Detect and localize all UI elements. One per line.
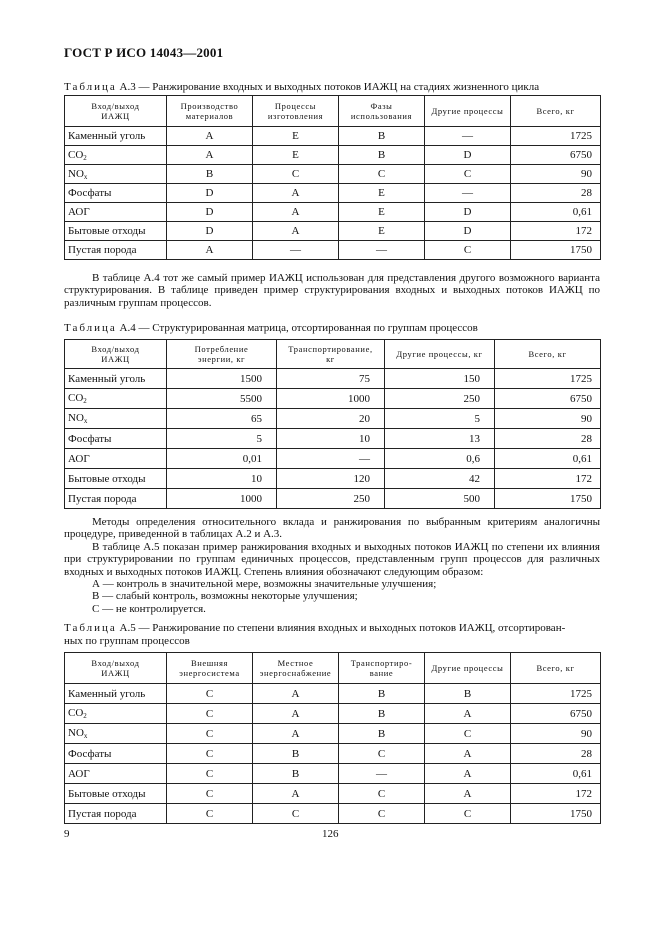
table-cell: 6750 bbox=[495, 389, 601, 409]
table-cell: D bbox=[425, 146, 511, 165]
table-cell: C bbox=[425, 724, 511, 744]
column-header bbox=[253, 653, 339, 684]
caption-label: Таблица bbox=[64, 322, 117, 334]
row-label bbox=[65, 146, 167, 165]
row-label bbox=[65, 804, 167, 824]
table-cell: C bbox=[339, 744, 425, 764]
column-header bbox=[339, 653, 425, 684]
row-label-text: CO bbox=[68, 707, 84, 719]
table-cell: E bbox=[253, 127, 339, 146]
column-header-text: ИАЖЦ bbox=[101, 111, 130, 121]
column-header-text: Местное bbox=[277, 658, 314, 668]
table-row bbox=[65, 469, 601, 489]
row-label-text: Фосфаты bbox=[68, 747, 112, 760]
caption-text: А.4 — Структурированная матрица, отсортированная по группам процессов bbox=[119, 322, 478, 334]
table-cell: 10 bbox=[277, 429, 385, 449]
table-cell: 500 bbox=[385, 489, 495, 509]
table-cell: 1000 bbox=[167, 489, 277, 509]
column-header-text: Производство bbox=[180, 101, 239, 111]
table-row bbox=[65, 744, 601, 764]
row-label bbox=[65, 724, 167, 744]
table-cell: A bbox=[425, 784, 511, 804]
row-label-text: Пустая порода bbox=[68, 492, 137, 505]
table-cell: A bbox=[425, 764, 511, 784]
column-header-text: Транспортиро- bbox=[350, 658, 413, 668]
list-item: В — слабый контроль, возможны некоторые улучшения; bbox=[92, 590, 358, 603]
table-cell: 5500 bbox=[167, 389, 277, 409]
table-cell: B bbox=[339, 127, 425, 146]
table-cell: 172 bbox=[511, 222, 601, 241]
table-a5-caption bbox=[64, 622, 600, 648]
table-a3-caption bbox=[64, 81, 539, 94]
table-cell: 0,01 bbox=[167, 449, 277, 469]
column-header bbox=[167, 96, 253, 127]
table-cell: 0,6 bbox=[385, 449, 495, 469]
table-cell: 250 bbox=[277, 489, 385, 509]
row-label-text: Каменный уголь bbox=[68, 130, 146, 142]
table-cell: B bbox=[339, 704, 425, 724]
table-cell: — bbox=[339, 764, 425, 784]
column-header-text: Вход/выход bbox=[91, 658, 140, 668]
paragraph-methods bbox=[64, 516, 600, 615]
subscript: 2 bbox=[83, 397, 87, 405]
table-cell: 65 bbox=[167, 409, 277, 429]
table-cell: B bbox=[339, 146, 425, 165]
subscript: 2 bbox=[83, 712, 87, 720]
table-cell: 6750 bbox=[511, 146, 601, 165]
row-label bbox=[65, 704, 167, 724]
table-a5 bbox=[64, 652, 601, 824]
table-cell: — bbox=[253, 241, 339, 260]
table-row bbox=[65, 369, 601, 389]
table-cell: C bbox=[425, 165, 511, 184]
table-cell: 120 bbox=[277, 469, 385, 489]
table-cell: 42 bbox=[385, 469, 495, 489]
list-item: А — контроль в значительной мере, возможны значительные улучшения; bbox=[92, 578, 437, 591]
page-number-center: 126 bbox=[322, 828, 339, 840]
table-cell: C bbox=[167, 684, 253, 704]
table-cell: 1725 bbox=[495, 369, 601, 389]
column-header-text: Всего, кг bbox=[536, 663, 575, 673]
row-label-text: Пустая порода bbox=[68, 244, 137, 256]
column-header-text: энергии, кг bbox=[197, 354, 246, 364]
table-row bbox=[65, 389, 601, 409]
row-label-text: АОГ bbox=[68, 206, 90, 218]
column-header-text: Процессы bbox=[274, 101, 317, 111]
table-row bbox=[65, 409, 601, 429]
row-label-text: Фосфаты bbox=[68, 432, 112, 445]
table-row bbox=[65, 222, 601, 241]
table-row bbox=[65, 203, 601, 222]
row-label-text: NO bbox=[68, 167, 84, 180]
table-cell: A bbox=[253, 784, 339, 804]
paragraph-a4-intro bbox=[64, 272, 600, 309]
table-row bbox=[65, 146, 601, 165]
table-cell: C bbox=[167, 784, 253, 804]
table-cell: — bbox=[425, 184, 511, 203]
caption-text: А.3 — Ранжирование входных и выходных потоков ИАЖЦ на стадиях жизненного цикла bbox=[119, 81, 540, 93]
table-cell: C bbox=[339, 784, 425, 804]
column-header-text: вание bbox=[369, 668, 394, 678]
caption-label: Таблица bbox=[64, 622, 117, 634]
table-cell: 172 bbox=[495, 469, 601, 489]
table-header-row bbox=[65, 96, 601, 127]
paragraph-text: В таблице А.5 показан пример ранжирования входных и выходных потоков ИАЖЦ по степени их влияния при структурировании по группам единичных процессов, представленным групп процессов для различных входных и выходных потоков ИАЖЦ. Степень влияния обозначают следующим образом: bbox=[64, 540, 600, 578]
table-a4-caption bbox=[64, 322, 478, 335]
table-row bbox=[65, 704, 601, 724]
table-cell: 1750 bbox=[511, 804, 601, 824]
column-header-text: Фазы bbox=[370, 101, 393, 111]
table-cell: 90 bbox=[495, 409, 601, 429]
table-cell: C bbox=[167, 724, 253, 744]
table-row bbox=[65, 449, 601, 469]
row-label bbox=[65, 684, 167, 704]
column-header bbox=[65, 653, 167, 684]
caption-label: Таблица bbox=[64, 81, 117, 93]
table-cell: A bbox=[167, 127, 253, 146]
subscript: 2 bbox=[83, 153, 87, 162]
table-row bbox=[65, 724, 601, 744]
table-cell: 28 bbox=[511, 184, 601, 203]
table-cell: D bbox=[425, 203, 511, 222]
table-cell: 1000 bbox=[277, 389, 385, 409]
row-label bbox=[65, 222, 167, 241]
table-cell: 1750 bbox=[495, 489, 601, 509]
table-a4 bbox=[64, 339, 601, 509]
column-header-text: Всего, кг bbox=[536, 106, 575, 116]
table-cell: A bbox=[253, 684, 339, 704]
table-cell: 75 bbox=[277, 369, 385, 389]
row-label bbox=[65, 369, 167, 389]
table-cell: 20 bbox=[277, 409, 385, 429]
column-header bbox=[385, 340, 495, 369]
paragraph-text: В таблице А.4 тот же самый пример ИАЖЦ использован для представления другого возможного варианта структурирования. В таблице приведен пример структурирования входных и выходных потоков ИАЖЦ по различным группам процессов. bbox=[64, 272, 600, 309]
table-row bbox=[65, 241, 601, 260]
table-row bbox=[65, 804, 601, 824]
table-cell: B bbox=[425, 684, 511, 704]
row-label bbox=[65, 449, 167, 469]
row-label bbox=[65, 764, 167, 784]
table-row bbox=[65, 489, 601, 509]
page-number-left: 9 bbox=[64, 828, 70, 840]
table-cell: A bbox=[253, 203, 339, 222]
document-title: ГОСТ Р ИСО 14043—2001 bbox=[64, 45, 224, 60]
column-header bbox=[65, 96, 167, 127]
table-cell: E bbox=[339, 203, 425, 222]
column-header-text: энергоснабжение bbox=[259, 668, 332, 678]
column-header-text: Транспортирование, bbox=[288, 344, 373, 354]
table-cell: 6750 bbox=[511, 704, 601, 724]
table-cell: A bbox=[425, 744, 511, 764]
row-label-text: Каменный уголь bbox=[68, 687, 146, 700]
row-label bbox=[65, 184, 167, 203]
table-cell: C bbox=[425, 804, 511, 824]
table-cell: 250 bbox=[385, 389, 495, 409]
column-header bbox=[511, 96, 601, 127]
row-label-text: NO bbox=[68, 727, 84, 739]
row-label bbox=[65, 409, 167, 429]
table-header-row bbox=[65, 340, 601, 369]
subscript: x bbox=[83, 417, 88, 425]
paragraph-text: Методы определения относительного вклада и ранжирования по выбранным критериям аналогичны процедуре, приведенной в таблицах А.2 и А.3. bbox=[64, 516, 600, 541]
table-cell: E bbox=[253, 146, 339, 165]
table-cell: C bbox=[167, 704, 253, 724]
table-cell: C bbox=[167, 764, 253, 784]
row-label bbox=[65, 203, 167, 222]
column-header-text: энергосистема bbox=[179, 668, 240, 678]
column-header bbox=[65, 340, 167, 369]
table-cell: B bbox=[167, 165, 253, 184]
table-cell: 90 bbox=[511, 165, 601, 184]
row-label-text: АОГ bbox=[68, 452, 90, 465]
table-cell: D bbox=[167, 184, 253, 203]
table-cell: A bbox=[425, 704, 511, 724]
table-row bbox=[65, 764, 601, 784]
table-cell: B bbox=[339, 724, 425, 744]
row-label-text: АОГ bbox=[68, 767, 90, 780]
caption-text: А.5 — Ранжирование по степени влияния входных и выходных потоков ИАЖЦ, отсортирован- bbox=[119, 622, 566, 634]
table-cell: D bbox=[425, 222, 511, 241]
table-cell: 150 bbox=[385, 369, 495, 389]
row-label bbox=[65, 165, 167, 184]
table-cell: C bbox=[167, 804, 253, 824]
row-label-text: Бытовые отходы bbox=[68, 472, 146, 485]
table-cell: D bbox=[167, 222, 253, 241]
table-cell: B bbox=[253, 764, 339, 784]
row-label bbox=[65, 241, 167, 260]
table-header-row bbox=[65, 653, 601, 684]
table-cell: 10 bbox=[167, 469, 277, 489]
table-cell: 1725 bbox=[511, 684, 601, 704]
table-cell: 5 bbox=[167, 429, 277, 449]
column-header bbox=[495, 340, 601, 369]
column-header-text: Потребление bbox=[194, 344, 249, 354]
subscript: x bbox=[83, 732, 88, 740]
column-header-text: Другие процессы bbox=[431, 106, 504, 116]
table-cell: A bbox=[253, 704, 339, 724]
table-cell: A bbox=[253, 222, 339, 241]
table-cell: — bbox=[339, 241, 425, 260]
column-header-text: Другие процессы, кг bbox=[396, 349, 483, 359]
table-cell: B bbox=[339, 684, 425, 704]
column-header bbox=[425, 653, 511, 684]
column-header bbox=[253, 96, 339, 127]
table-cell: C bbox=[425, 241, 511, 260]
row-label bbox=[65, 429, 167, 449]
row-label bbox=[65, 784, 167, 804]
row-label-text: Бытовые отходы bbox=[68, 225, 146, 237]
column-header-text: использования bbox=[350, 111, 413, 121]
row-label-text: CO bbox=[68, 148, 84, 161]
subscript: x bbox=[83, 172, 88, 181]
row-label-text: Каменный уголь bbox=[68, 372, 146, 385]
table-cell: 0,61 bbox=[511, 764, 601, 784]
table-cell: 0,61 bbox=[495, 449, 601, 469]
row-label-text: Пустая порода bbox=[68, 807, 137, 820]
table-cell: C bbox=[253, 165, 339, 184]
row-label bbox=[65, 744, 167, 764]
row-label-text: Бытовые отходы bbox=[68, 787, 146, 800]
table-row bbox=[65, 784, 601, 804]
table-cell: A bbox=[167, 241, 253, 260]
row-label bbox=[65, 389, 167, 409]
table-cell: D bbox=[167, 203, 253, 222]
table-cell: C bbox=[339, 165, 425, 184]
table-cell: E bbox=[339, 222, 425, 241]
column-header bbox=[339, 96, 425, 127]
table-cell: — bbox=[425, 127, 511, 146]
table-cell: 5 bbox=[385, 409, 495, 429]
table-cell: 1725 bbox=[511, 127, 601, 146]
table-row bbox=[65, 429, 601, 449]
list-item: С — не контролируется. bbox=[92, 602, 206, 615]
column-header bbox=[511, 653, 601, 684]
column-header bbox=[167, 653, 253, 684]
table-cell: C bbox=[253, 804, 339, 824]
row-label bbox=[65, 127, 167, 146]
column-header bbox=[167, 340, 277, 369]
table-row bbox=[65, 165, 601, 184]
table-cell: 0,61 bbox=[511, 203, 601, 222]
column-header-text: Внешняя bbox=[190, 658, 229, 668]
table-cell: 172 bbox=[511, 784, 601, 804]
column-header-text: изготовления bbox=[267, 111, 324, 121]
column-header bbox=[277, 340, 385, 369]
row-label-text: CO bbox=[68, 392, 84, 404]
table-row bbox=[65, 684, 601, 704]
table-cell: A bbox=[167, 146, 253, 165]
table-a3 bbox=[64, 95, 601, 260]
table-cell: 28 bbox=[495, 429, 601, 449]
table-cell: 13 bbox=[385, 429, 495, 449]
column-header-text: Вход/выход bbox=[91, 101, 140, 111]
table-cell: 90 bbox=[511, 724, 601, 744]
table-cell: A bbox=[253, 184, 339, 203]
table-cell: A bbox=[253, 724, 339, 744]
column-header-text: ИАЖЦ bbox=[101, 668, 130, 678]
table-cell: C bbox=[167, 744, 253, 764]
row-label-text: Фосфаты bbox=[68, 187, 112, 199]
table-cell: — bbox=[277, 449, 385, 469]
column-header-text: Вход/выход bbox=[91, 344, 140, 354]
column-header bbox=[425, 96, 511, 127]
table-cell: 28 bbox=[511, 744, 601, 764]
table-cell: E bbox=[339, 184, 425, 203]
table-row bbox=[65, 127, 601, 146]
table-row bbox=[65, 184, 601, 203]
caption-text: ных по группам процессов bbox=[64, 635, 190, 647]
column-header-text: Всего, кг bbox=[528, 349, 567, 359]
column-header-text: кг bbox=[326, 354, 335, 364]
table-cell: 1500 bbox=[167, 369, 277, 389]
table-cell: C bbox=[339, 804, 425, 824]
row-label bbox=[65, 469, 167, 489]
column-header-text: материалов bbox=[185, 111, 234, 121]
table-cell: 1750 bbox=[511, 241, 601, 260]
row-label-text: NO bbox=[68, 412, 84, 424]
column-header-text: ИАЖЦ bbox=[101, 354, 130, 364]
table-cell: B bbox=[253, 744, 339, 764]
column-header-text: Другие процессы bbox=[431, 663, 504, 673]
row-label bbox=[65, 489, 167, 509]
